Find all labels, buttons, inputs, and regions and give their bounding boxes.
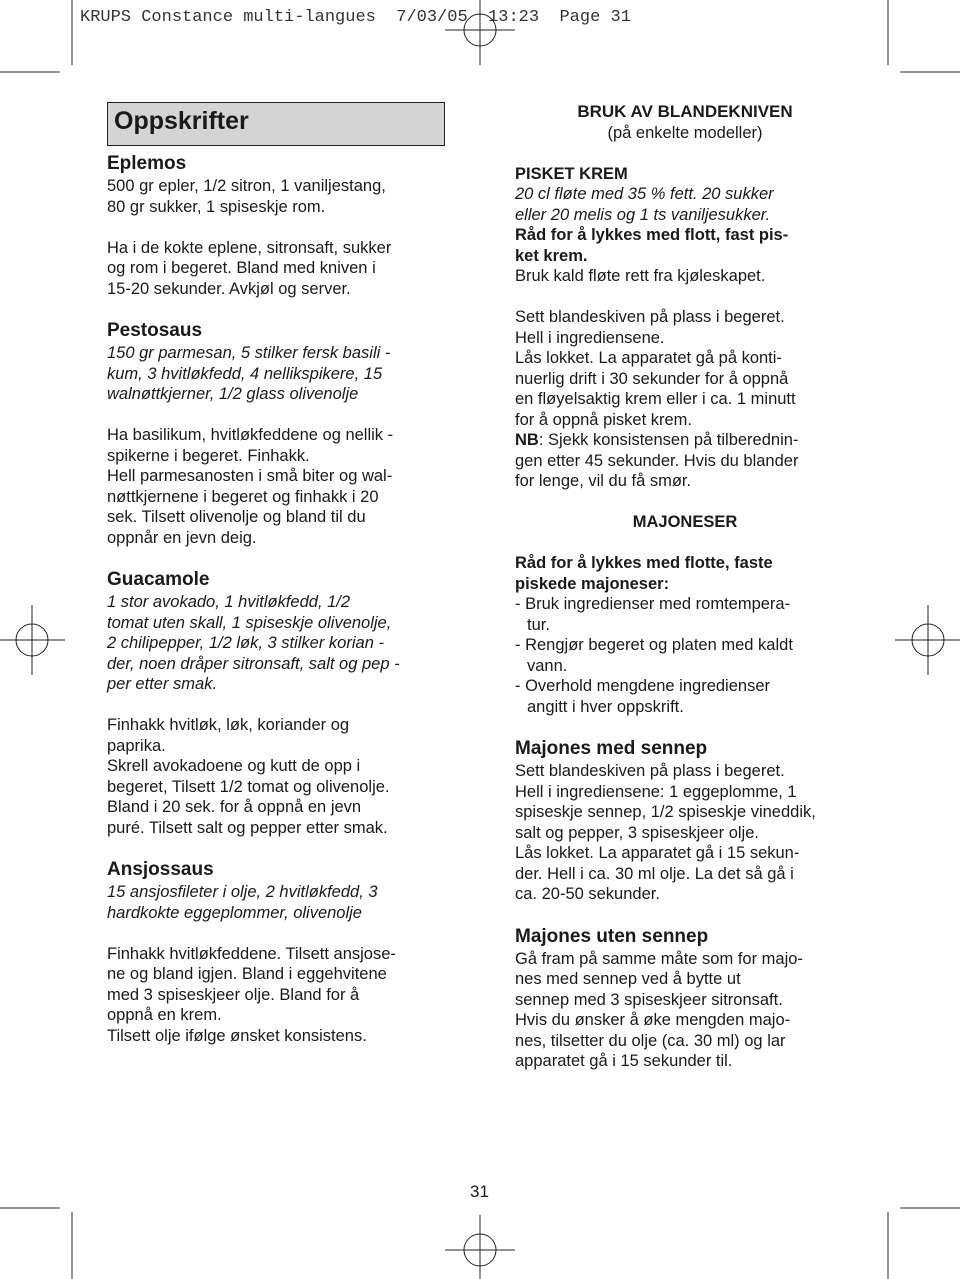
print-header: KRUPS Constance multi-langues 7/03/05 13:23 Page 31 (80, 8, 631, 27)
blade-title: BRUK AV BLANDEKNIVEN (577, 102, 793, 121)
recipe-heading: Majones uten sennep (515, 925, 709, 947)
recipe-heading: Pestosaus (107, 320, 203, 341)
cream-heading: PISKET KREM (515, 164, 628, 183)
recipe-heading: Majones med sennep (515, 738, 708, 759)
recipe-heading: Guacamole (107, 569, 210, 590)
recipe-guacamole: Guacamole 1 stor avokado, 1 hvitløkfedd, 1/2 tomat uten skall, 1 spiseskje olivenolje, 2 chilipepper, 1/2 løk, 3 stilker korian - der, noen dråper sitronsaft, salt og pep - per etter smak. Finhakk hvitløk, løk, koriander og paprika. Skrell avokadoene og kutt de opp i begeret, Tilsett 1/2 tomat og olivenolje. Bland i 20 sek. for å oppnå en jevn puré. Tilsett salt og pepper etter smak. (107, 568, 452, 838)
page-title: Oppskrifter (107, 102, 445, 146)
page-number: 31 (470, 1182, 489, 1201)
blade-subtitle: (på enkelte modeller) (607, 123, 763, 142)
right-column: BRUK AV BLANDEKNIVEN (på enkelte modeller) PISKET KREM 20 cl fløte med 35 % fett. 20 sukker eller 20 melis og 1 ts vaniljesukker. Råd for å lykkes med flott, fast pis- ket krem. Bruk kald fløte rett fra kjøleskapet. Sett blandeskiven på plass i begeret. Hell i ingrediensene. Lås lokket. La apparatet gå på konti- nuerlig drift i 30 sekunder for å oppnå en fløyelsaktig krem eller i ca. 1 minutt for å oppnå pisket krem. NB: Sjekk konsistensen på tilberednin- gen etter 45 sekunder. Hvis du blander for lenge, vil du få smør. MAJONESER Råd for å lykkes med flotte, faste piskede majoneser: - Bruk ingredienser med romtempera- tur. - Rengjør begeret og platen med kaldt vann. - Overhold mengdene ingredienser angitt i hver oppskrift. Majones med sennep Sett blandeskiven på plass i begeret. Hell i ingrediensene: 1 eggeplomme, 1 spiseskje sennep, 1/2 spiseskje vineddik, salt og pepper, 3 spiseskjeer olje. Lås lokket. La apparatet gå i 15 sekun- der. Hell i ca. 30 ml olje. La det så gå i ca. 20-50 sekunder. Majones uten sennep Gå fram på samme måte som for majo- nes med sennep ved å bytte ut sennep med 3 spiseskjeer sitronsaft. Hvis du ønsker å øke mengden majo- nes, tilsetter du olje (ca. 30 ml) og lar apparatet gå i 15 sekunder til. (515, 102, 855, 1072)
recipe-pestosaus: Pestosaus 150 gr parmesan, 5 stilker fersk basili - kum, 3 hvitløkfedd, 4 nellikspikere, 15 walnøttkjerner, 1/2 glass olivenolje Ha basilikum, hvitløkfeddene og nellik - spikerne i begeret. Finhakk. Hell parmesanosten i små biter og wal- nøttkjernene i begeret og finhakk i 20 sek. Tilsett olivenolje og bland til du oppnår en jevn deig. (107, 319, 452, 548)
recipe-heading: Ansjossaus (107, 859, 214, 880)
mayo-heading: MAJONESER (632, 513, 738, 531)
nb-note: NB: Sjekk konsistensen på tilberednin- (515, 431, 799, 449)
recipe-ansjossaus: Ansjossaus 15 ansjosfileter i olje, 2 hvitløkfedd, 3 hardkokte eggeplommer, olivenolje Finhakk hvitløkfeddene. Tilsett ansjose- ne og bland igjen. Bland i eggehvitene med 3 spiseskjeer olje. Bland for å oppnå en krem. Tilsett olje ifølge ønsket konsistens. (107, 858, 452, 1046)
recipe-eplemos: Eplemos 500 gr epler, 1/2 sitron, 1 vaniljestang, 80 gr sukker, 1 spiseskje rom. Ha i de kokte eplene, sitronsaft, sukker og rom i begeret. Bland med kniven i 15-20 sekunder. Avkjøl og server. (107, 152, 452, 299)
left-column (107, 102, 452, 1046)
recipe-heading: Eplemos (107, 153, 187, 174)
